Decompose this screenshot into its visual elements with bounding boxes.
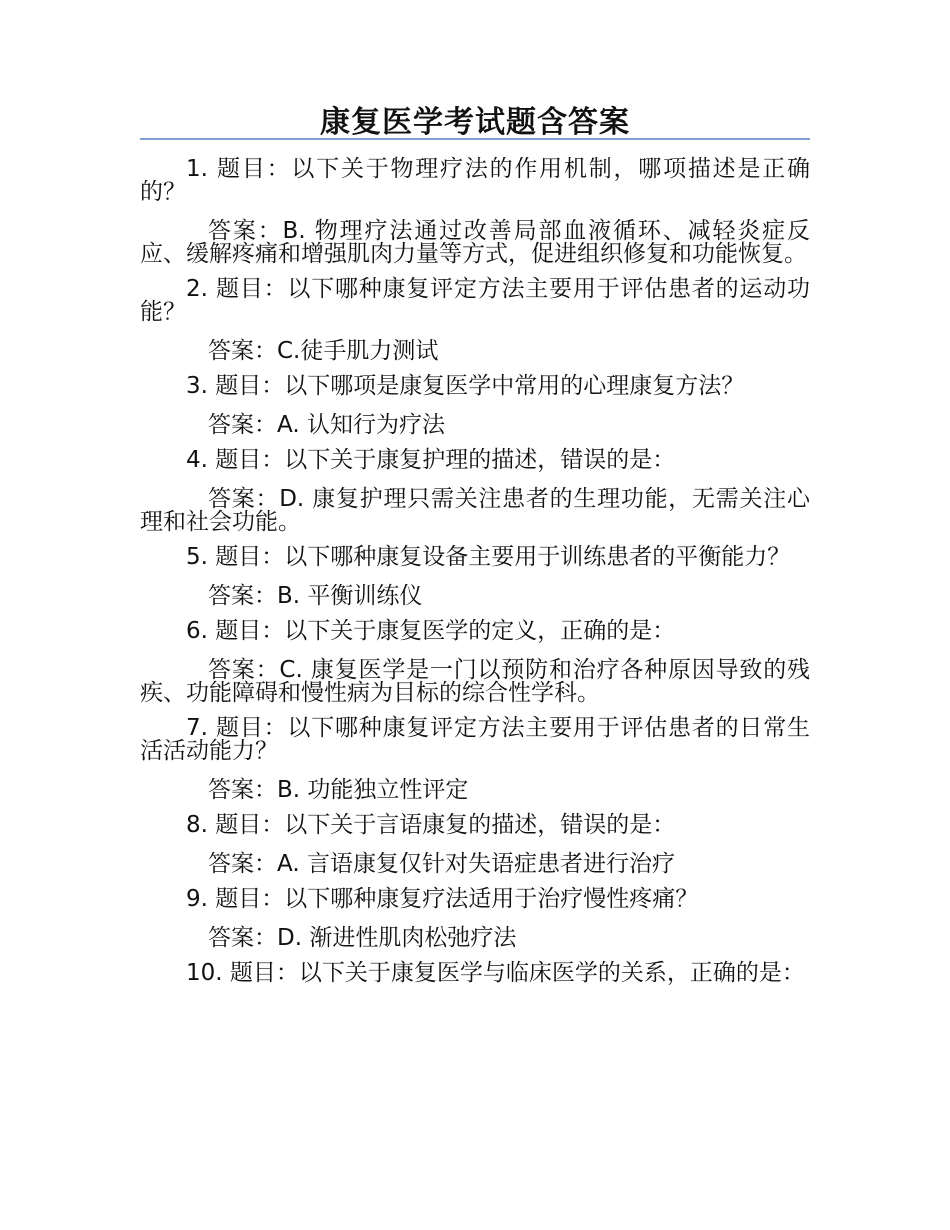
question-6: 6. 题目：以下关于康复医学的定义，正确的是： (186, 618, 676, 644)
answer-7: 答案：B. 功能独立性评定 (208, 777, 469, 803)
answer-6: 答案：C. 康复医学是一门以预防和治疗各种原因导致的残疾、功能障碍和慢性病为目标的综合性学科。 (140, 657, 810, 706)
document-body (140, 158, 810, 1001)
answer-9: 答案：D. 渐进性肌肉松弛疗法 (208, 925, 517, 951)
answer-1: 答案：B. 物理疗法通过改善局部血液循环、减轻炎症反应、缓解疼痛和增强肌肉力量等方式，促进组织修复和功能恢复。 (140, 218, 810, 267)
question-5: 5. 题目：以下哪种康复设备主要用于训练患者的平衡能力？ (186, 544, 791, 570)
question-1: 1. 题目：以下关于物理疗法的作用机制，哪项描述是正确的？ (140, 156, 810, 205)
answer-4: 答案：D. 康复护理只需关注患者的生理功能，无需关注心理和社会功能。 (140, 486, 810, 535)
answer-5: 答案：B. 平衡训练仪 (208, 583, 423, 609)
answer-2: 答案：C.徒手肌力测试 (208, 338, 439, 364)
question-3: 3. 题目：以下哪项是康复医学中常用的心理康复方法？ (186, 373, 745, 399)
question-4: 4. 题目：以下关于康复护理的描述，错误的是： (186, 447, 676, 473)
question-7: 7. 题目：以下哪种康复评定方法主要用于评估患者的日常生活活动能力？ (140, 715, 810, 764)
answer-3: 答案：A. 认知行为疗法 (208, 412, 445, 438)
title-underline (140, 138, 810, 140)
answer-8: 答案：A. 言语康复仅针对失语症患者进行治疗 (208, 851, 675, 877)
question-9: 9. 题目：以下哪种康复疗法适用于治疗慢性疼痛？ (186, 886, 699, 912)
question-2: 2. 题目：以下哪种康复评定方法主要用于评估患者的运动功能？ (140, 276, 810, 325)
question-10: 10. 题目：以下关于康复医学与临床医学的关系，正确的是： (186, 960, 805, 986)
question-8: 8. 题目：以下关于言语康复的描述，错误的是： (186, 812, 676, 838)
document-title: 康复医学考试题含答案 (320, 105, 630, 140)
